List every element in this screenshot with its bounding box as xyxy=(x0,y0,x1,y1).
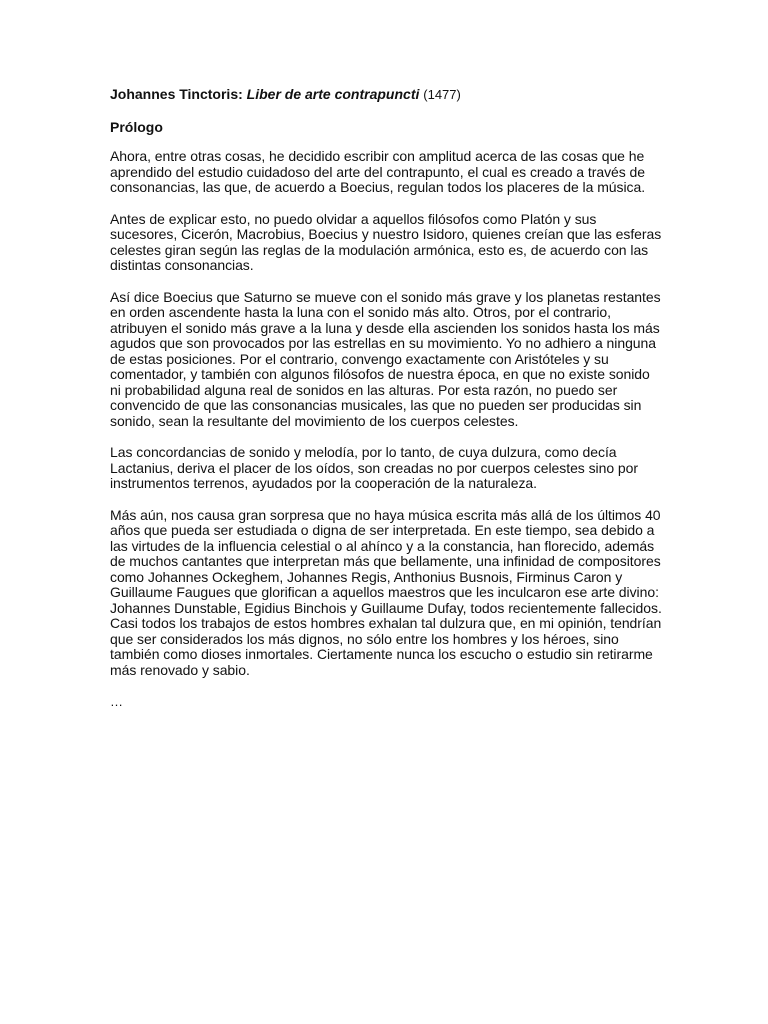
ellipsis-marker: … xyxy=(110,694,123,709)
document-page xyxy=(110,86,662,710)
paragraph-2: Antes de explicar esto, no puedo olvidar a aquellos filósofos como Platón y sus sucesores, Cicerón, Macrobius, Boecius y nuestro Isidoro, quienes creían que las esferas celestes giran según las reglas de la modulación armónica, esto es, de acuerdo con las distintas consonancias. xyxy=(110,210,662,273)
document-body xyxy=(110,149,662,678)
paragraph-4: Las concordancias de sonido y melodía, por lo tanto, de cuya dulzura, como decía Lactanius, deriva el placer de los oídos, son creadas no por cuerpos celestes sino por instrumentos terrenos, ayudados por la cooperación de la naturaleza. xyxy=(110,444,639,491)
paragraph-5: Más aún, nos causa gran sorpresa que no haya música escrita más allá de los últimos 40 años que pueda ser estudiada o digna de ser interpretada. En este tiempo, sea debido a las virtudes de la influencia celestial o al ahínco y a la constancia, han florecido, además de muchos cantantes que interpretan más que bellamente, una infinidad de compositores como Johannes Ockeghem, Johannes Regis, Anthonius Busnois, Firminus Caron y Guillaume Faugues que glorifican a aquellos maestros que les inculcaron ese arte divino: Johannes Dunstable, Egidius Binchois y Guillaume Dufay, todos recientemente fallecidos. Casi todos los trabajos de estos hombres exhalan tal dulzura que, en mi opinión, tendrían que ser considerados los más dignos, no sólo entre los hombres y los héroes, sino también como dioses inmortales. Ciertamente nunca los escucho o estudio sin retirarme más renovado y sabio. xyxy=(110,506,662,678)
title-year: (1477) xyxy=(423,87,461,102)
title-work: Liber de arte contrapuncti xyxy=(246,86,420,102)
title-author: Johannes Tinctoris: xyxy=(110,86,243,102)
paragraph-3: Así dice Boecius que Saturno se mueve con el sonido más grave y los planetas restantes en orden ascendente hasta la luna con el sonido más alto. Otros, por el contrario, atribuyen el sonido más grave a la luna y desde ella ascienden los sonidos hasta los más agudos que son provocados por las estrellas en su movimiento. Yo no adhiero a ninguna de estas posiciones. Por el contrario, convengo exactamente con Aristóteles y su comentador, y también con algunos filósofos de nuestra época, en que no existe sonido ni probabilidad alguna real de sonidos en las alturas. Por esta razón, no puedo ser convencido de que las consonancias musicales, las que no pueden ser producidas sin sonido, sean la resultante del movimiento de los cuerpos celestes. xyxy=(110,288,661,429)
paragraph-1: Ahora, entre otras cosas, he decidido escribir con amplitud acerca de las cosas que he aprendido del estudio cuidadoso del arte del contrapunto, el cual es creado a través de consonancias, las que, de acuerdo a Boecius, regulan todos los placeres de la música. xyxy=(110,148,646,195)
document-title xyxy=(110,86,662,103)
section-heading: Prólogo xyxy=(110,119,163,135)
